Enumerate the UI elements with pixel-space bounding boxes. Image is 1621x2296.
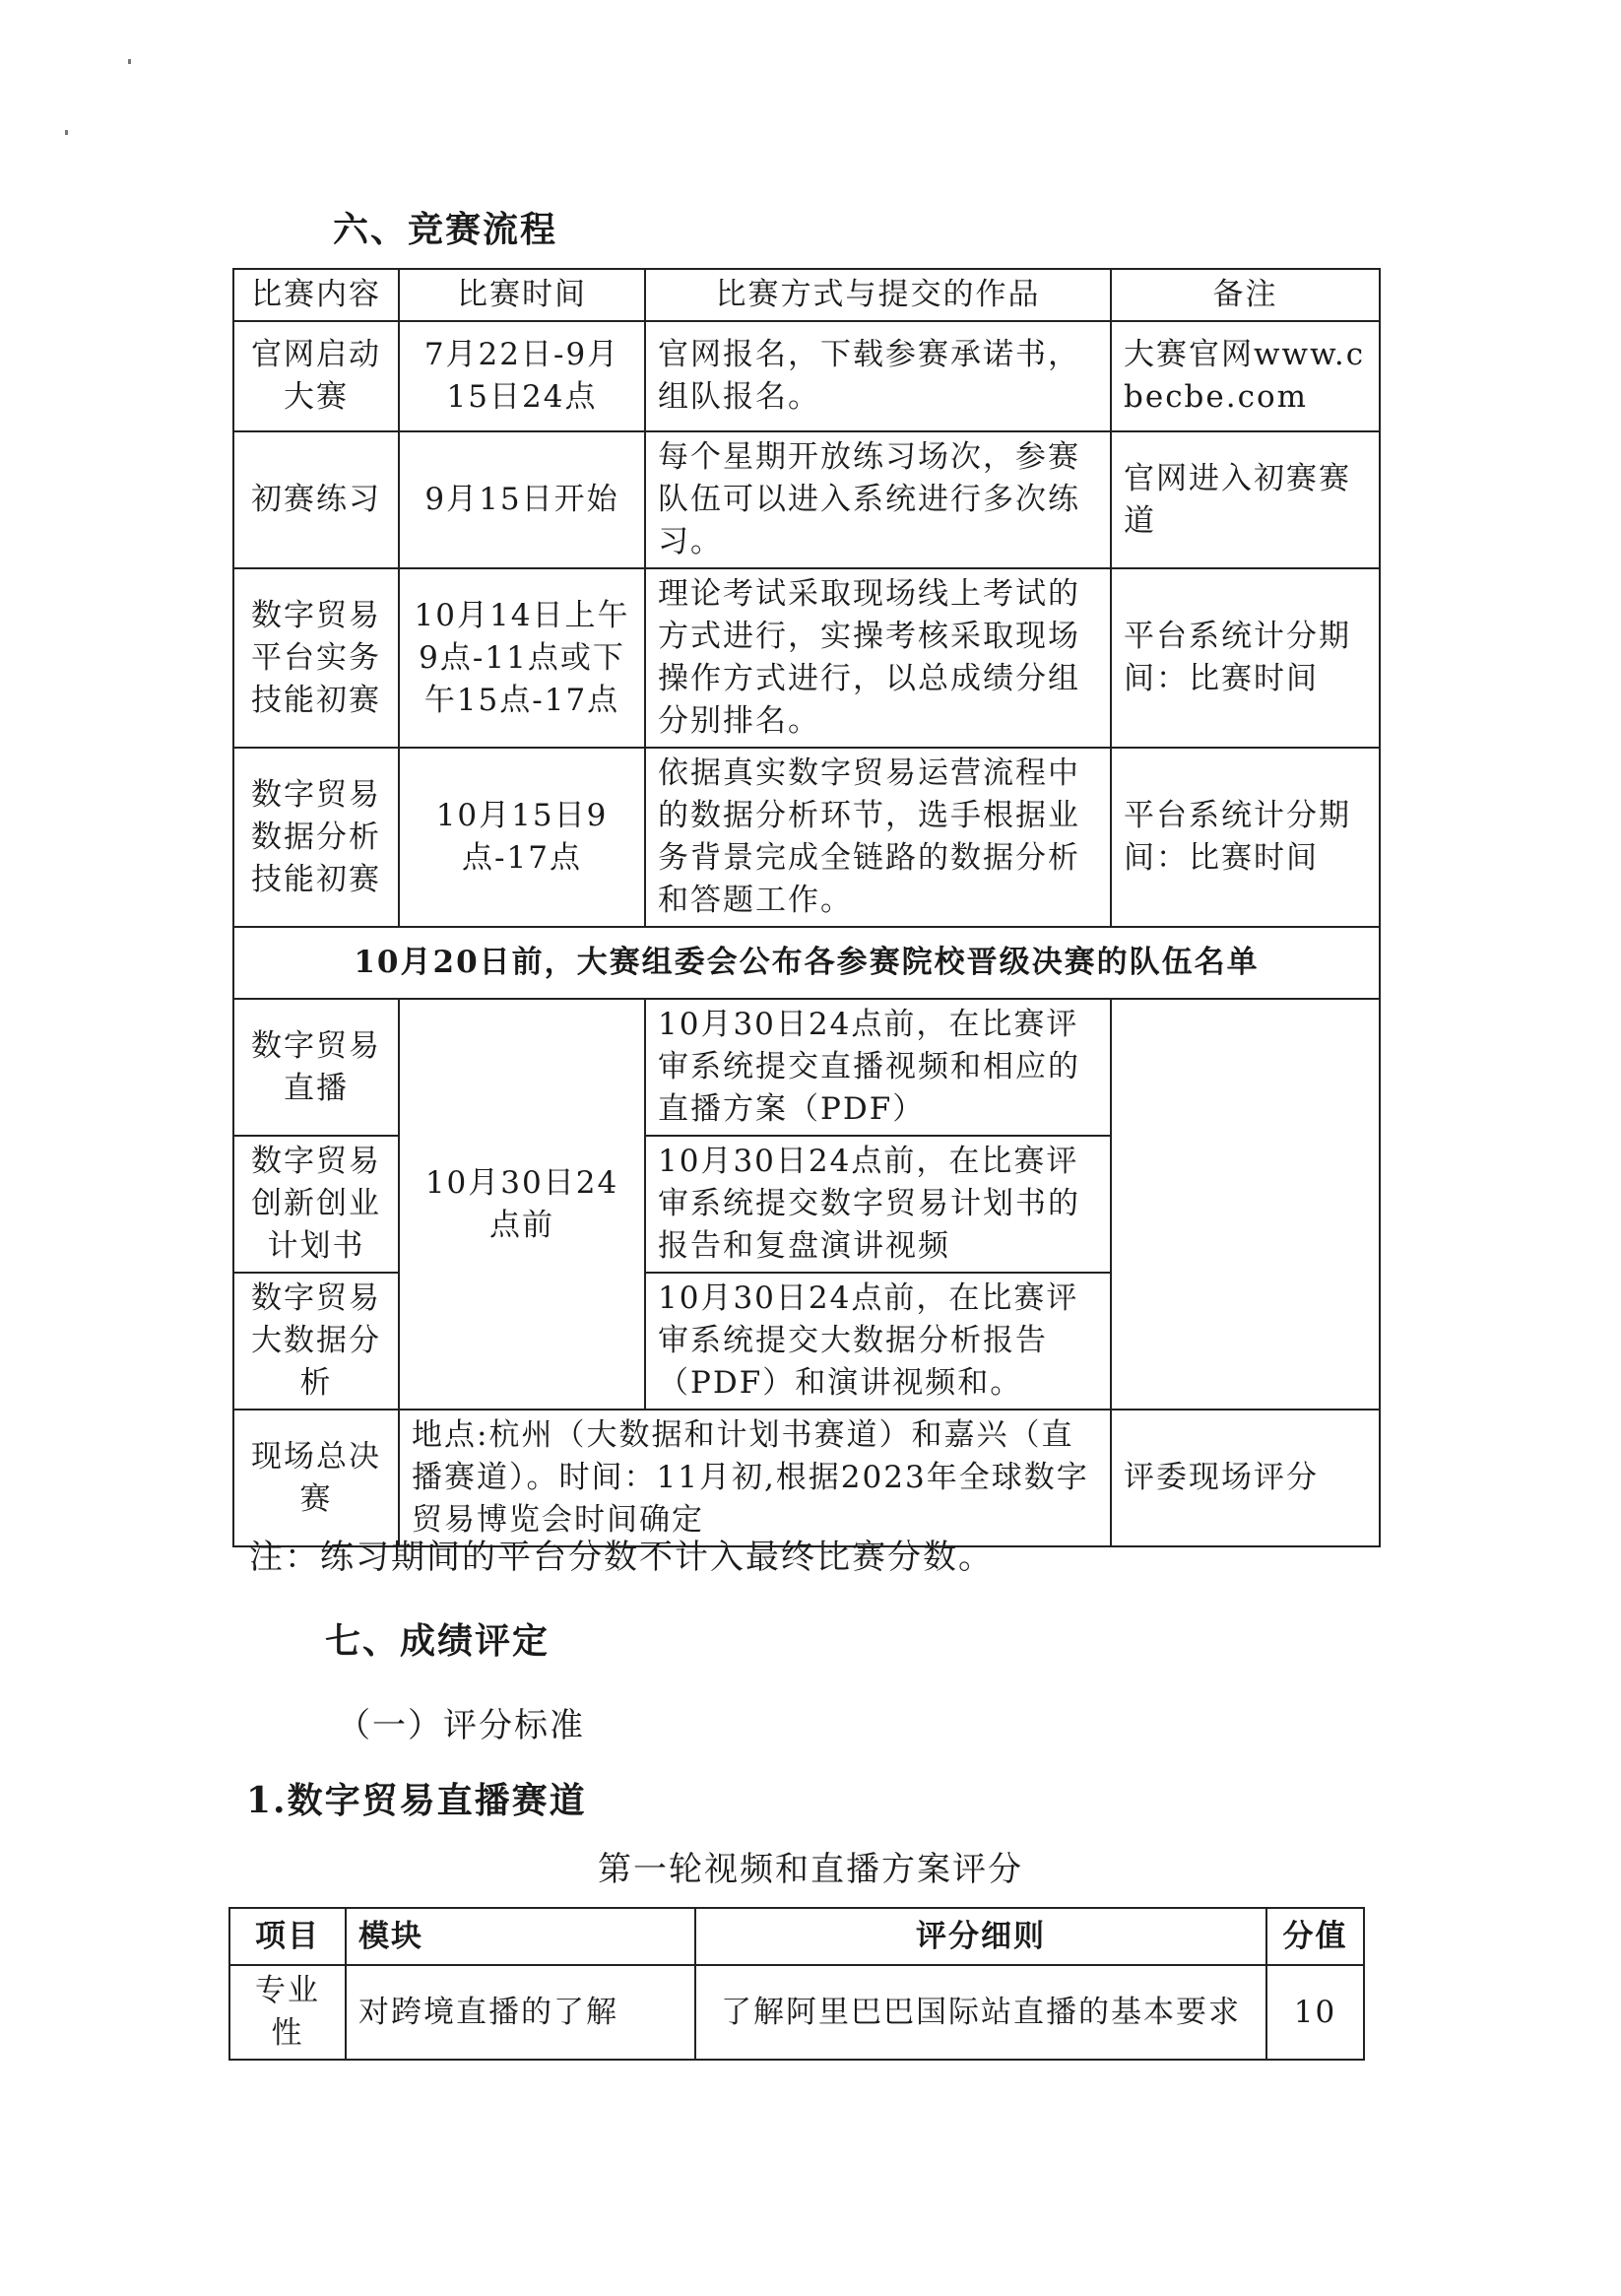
header-cell: 比赛方式与提交的作品	[645, 269, 1111, 321]
time-cell: 10月14日上午9点-11点或下午15点-17点	[399, 568, 645, 748]
content-cell: 初赛练习	[233, 431, 399, 568]
time-cell: 10月15日9点-17点	[399, 748, 645, 927]
time-cell: 10月30日24点前	[399, 999, 645, 1410]
header-cell: 分值	[1266, 1908, 1364, 1965]
remark-cell: 评委现场评分	[1111, 1410, 1380, 1546]
table-caption: 第一轮视频和直播方案评分	[598, 1850, 1023, 1889]
method-cell: 10月30日24点前，在比赛评审系统提交直播视频和相应的直播方案（PDF）	[645, 999, 1111, 1136]
section-6-title: 六、竞赛流程	[333, 209, 558, 250]
table-row	[233, 999, 1380, 1136]
notice-row	[233, 927, 1380, 999]
header-cell: 备注	[1111, 269, 1380, 321]
table-header-row	[233, 269, 1380, 321]
header-cell: 模块	[346, 1908, 695, 1965]
content-cell: 数字贸易大数据分析	[233, 1273, 399, 1410]
schedule-table	[232, 268, 1381, 1547]
track-title: 1.数字贸易直播赛道	[246, 1780, 587, 1821]
remark-cell: 平台系统计分期间：比赛时间	[1111, 568, 1380, 748]
score-table	[228, 1907, 1365, 2061]
content-cell: 数字贸易直播	[233, 999, 399, 1136]
module-cell: 对跨境直播的了解	[346, 1965, 695, 2060]
remark-cell	[1111, 999, 1380, 1410]
remark-cell: 平台系统计分期间：比赛时间	[1111, 748, 1380, 927]
remark-cell: 官网进入初赛赛道	[1111, 431, 1380, 568]
content-cell: 数字贸易数据分析技能初赛	[233, 748, 399, 927]
header-cell: 比赛时间	[399, 269, 645, 321]
scan-mark	[65, 130, 68, 135]
item-cell: 专业性	[229, 1965, 346, 2060]
remark-cell: 大赛官网www.cbecbe.com	[1111, 321, 1380, 431]
header-cell: 比赛内容	[233, 269, 399, 321]
method-cell: 理论考试采取现场线上考试的方式进行，实操考核采取现场操作方式进行，以总成绩分组分别排名。	[645, 568, 1111, 748]
table-row	[233, 431, 1380, 568]
time-cell: 7月22日-9月15日24点	[399, 321, 645, 431]
scan-mark	[128, 59, 131, 64]
table-row	[233, 748, 1380, 927]
value-cell: 10	[1266, 1965, 1364, 2060]
header-cell: 评分细则	[695, 1908, 1266, 1965]
table-row	[233, 321, 1380, 431]
section-7-title: 七、成绩评定	[325, 1620, 551, 1662]
table-row	[233, 568, 1380, 748]
header-cell: 项目	[229, 1908, 346, 1965]
method-cell: 地点:杭州（大数据和计划书赛道）和嘉兴（直播赛道）。时间：11月初,根据2023年全球数字贸易博览会时间确定	[399, 1410, 1111, 1546]
table-header-row	[229, 1908, 1364, 1965]
time-cell: 9月15日开始	[399, 431, 645, 568]
table-row	[229, 1965, 1364, 2060]
content-cell: 官网启动大赛	[233, 321, 399, 431]
method-cell: 官网报名，下载参赛承诺书，组队报名。	[645, 321, 1111, 431]
rule-cell: 了解阿里巴巴国际站直播的基本要求	[695, 1965, 1266, 2060]
method-cell: 依据真实数字贸易运营流程中的数据分析环节，选手根据业务背景完成全链路的数据分析和答题工作。	[645, 748, 1111, 927]
method-cell: 每个星期开放练习场次，参赛队伍可以进入系统进行多次练习。	[645, 431, 1111, 568]
notice-cell: 10月20日前，大赛组委会公布各参赛院校晋级决赛的队伍名单	[233, 927, 1380, 999]
content-cell: 数字贸易平台实务技能初赛	[233, 568, 399, 748]
subsection-title: （一）评分标准	[337, 1706, 585, 1745]
content-cell: 现场总决赛	[233, 1410, 399, 1546]
footnote: 注：练习期间的平台分数不计入最终比赛分数。	[249, 1538, 994, 1577]
table-row	[233, 1410, 1380, 1546]
content-cell: 数字贸易创新创业计划书	[233, 1136, 399, 1273]
method-cell: 10月30日24点前，在比赛评审系统提交大数据分析报告（PDF）和演讲视频和。	[645, 1273, 1111, 1410]
method-cell: 10月30日24点前，在比赛评审系统提交数字贸易计划书的报告和复盘演讲视频	[645, 1136, 1111, 1273]
